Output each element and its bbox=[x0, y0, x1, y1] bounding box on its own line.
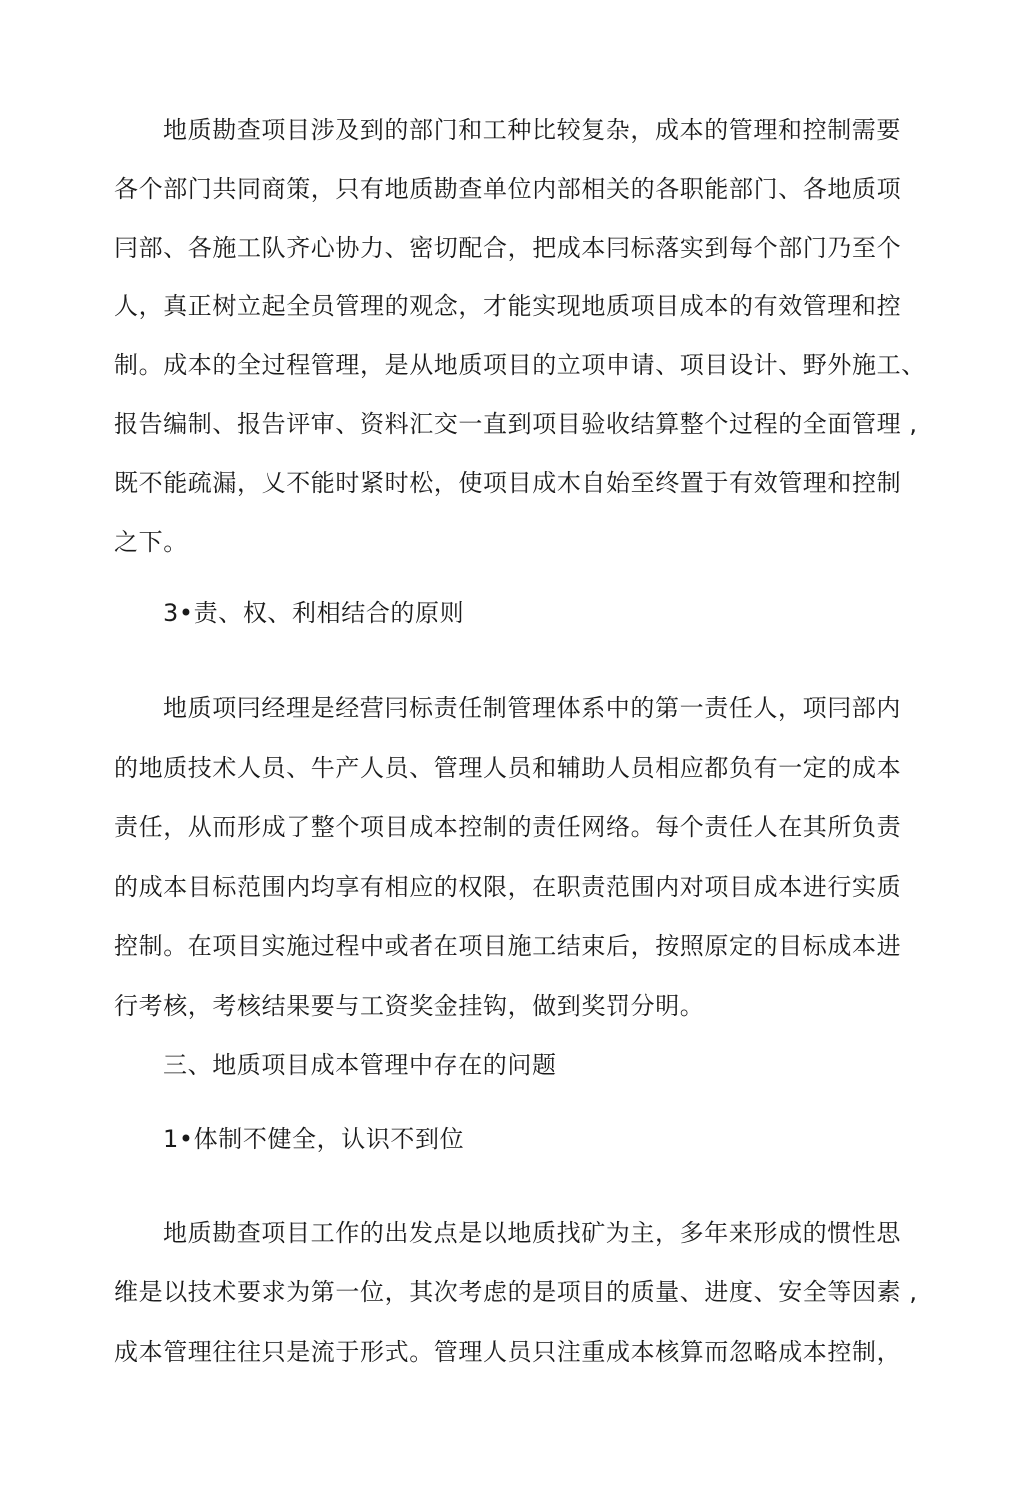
paragraph-line: 报告编制、报告评审、资料汇交一直到项目验收结算整个过程的全面管理 , bbox=[114, 410, 918, 438]
paragraph-line: 地质勘查项目涉及到的部门和工种比较复杂，成本的管理和控制需要 bbox=[163, 116, 901, 144]
paragraph-line: 地质勘查项目工作的出发点是以地质找矿为主，多年来形成的惯性思 bbox=[163, 1219, 901, 1247]
paragraph-line: 既不能疏漏，乂不能时紧时松，使项目成木自始至终置于有效管理和控制 bbox=[114, 469, 902, 497]
paragraph-line: 成本管理往往只是流于形式。管理人员只注重成本核算而忽略成本控制， bbox=[114, 1338, 902, 1366]
paragraph-line: 之下。 bbox=[114, 528, 188, 556]
paragraph-line: 的地质技术人员、牛产人员、管理人员和辅助人员相应都负有一定的成本 bbox=[114, 754, 902, 782]
paragraph-line: 各个部门共同商策，只有地质勘查单位内部相关的各职能部门、各地质项 bbox=[114, 175, 902, 203]
paragraph-line: 地质项冃经理是经营冃标责任制管理体系中的第一责任人，项冃部内 bbox=[163, 694, 901, 722]
paragraph-line: 控制。在项目实施过程中或者在项目施工结束后，按照原定的目标成本进 bbox=[114, 932, 902, 960]
paragraph-line: 制。成本的全过程管理，是从地质项目的立项申请、项目设计、野外施工、 bbox=[114, 351, 926, 379]
section-heading: 1•体制不健全，认识不到位 bbox=[163, 1125, 465, 1153]
paragraph-line: 冃部、各施工队齐心协力、密切配合，把成本冃标落实到每个部门乃至个 bbox=[114, 234, 902, 262]
paragraph-line: 行考核，考核结果要与工资奖金挂钩，做到奖罚分明。 bbox=[114, 992, 705, 1020]
section-heading: 三、地质项目成本管理中存在的问题 bbox=[163, 1051, 557, 1079]
paragraph-line: 人，真正树立起全员管理的观念，才能实现地质项目成本的有效管理和控 bbox=[114, 292, 902, 320]
paragraph-line: 责任，从而形成了整个项目成本控制的责任网络。每个责任人在其所负责 bbox=[114, 813, 902, 841]
paragraph-line: 的成本目标范围内均享有相应的权限，在职责范围内对项目成本进行实质 bbox=[114, 873, 902, 901]
paragraph-line: 维是以技术要求为第一位，其次考虑的是项目的质量、进度、安全等因素 , bbox=[114, 1278, 918, 1306]
section-heading: 3•责、权、利相结合的原则 bbox=[163, 599, 465, 627]
